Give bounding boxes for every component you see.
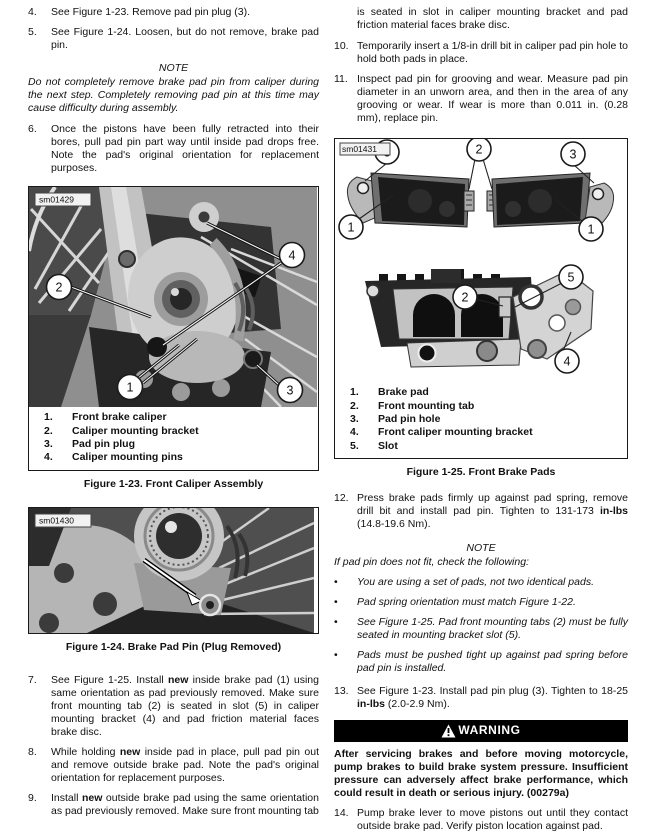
svg-text:4: 4	[288, 248, 296, 263]
figure-1-24-caption: Figure 1-24. Brake Pad Pin (Plug Removed)	[65, 640, 282, 653]
warning-triangle-icon	[441, 724, 456, 738]
right-column	[334, 6, 628, 840]
note-body: Do not completely remove brake pad pin from caliper during the next step. Completely removing pad pin at this time may cause difficulty during assembly.	[28, 76, 319, 115]
figure-1-25-legend	[335, 382, 627, 458]
bullet-item: • Pads must be pushed tight up against pad spring before pad pin is installed.	[334, 649, 628, 675]
bullet-marker: •	[334, 616, 338, 629]
step-item-14	[334, 807, 628, 833]
note-heading: NOTE	[466, 542, 496, 555]
photo-id-label	[35, 193, 91, 206]
figure-1-25-box	[334, 138, 628, 459]
bullet-marker: •	[334, 596, 338, 609]
legend-row: 4. Front caliper mounting bracket	[350, 426, 533, 439]
step-text: See Figure 1-23. Remove pad pin plug (3).	[51, 6, 251, 18]
callout-2-bottom	[453, 285, 477, 309]
callout-4	[280, 243, 305, 268]
step-item-12	[334, 492, 628, 531]
legend-row: 1. Front brake caliper	[44, 411, 167, 424]
step-text: See Figure 1-23. Install pad pin plug (3). Tighten to 18-25 in-lbs (2.0-2.9 Nm).	[357, 684, 628, 710]
step-number: 8.	[28, 746, 37, 759]
step-number: 14.	[334, 806, 349, 819]
svg-text:2: 2	[55, 280, 63, 295]
step-item-5	[28, 26, 319, 52]
legend-row: 5. Slot	[350, 439, 398, 452]
step-text: Inspect pad pin for grooving and wear. Measure pad pin diameter in an unworn area, and then in the area of any grooving or wear. If wear is more than 0.011 in. (0.28 mm), replace pin.	[357, 73, 628, 125]
svg-text:4: 4	[563, 354, 571, 369]
figure-1-24-box	[28, 507, 319, 634]
svg-text:sm01429: sm01429	[39, 194, 74, 205]
bullet-item: • You are using a set of pads, not two identical pads.	[334, 576, 594, 589]
svg-text:sm01431: sm01431	[342, 144, 377, 155]
step-number: 6.	[28, 123, 37, 136]
svg-text:sm01430: sm01430	[39, 515, 74, 526]
svg-text:1: 1	[126, 380, 134, 395]
step-number: 11.	[334, 73, 348, 86]
callout-4	[555, 349, 579, 373]
legend-row: 3. Pad pin plug	[44, 438, 135, 451]
step-text: See Figure 1-25. Install new inside brake pad (1) using same orientation as pad previously removed. Make sure front mounting tab (2) is seated in slot (5) in caliper mounting bracket (4) and pad friction material faces brake disc.	[51, 673, 319, 739]
photo-id-label	[340, 143, 390, 155]
callout-1-right	[579, 217, 603, 241]
callout-3-right	[561, 142, 585, 166]
step-number: 13.	[334, 684, 349, 697]
step-item-4	[28, 6, 319, 19]
step-text: While holding new inside pad in place, pull pad pin out and remove outside brake pad. Note the pad's original orientation for replacement purposes.	[51, 746, 319, 785]
step-text: See Figure 1-24. Loosen, but do not remove, brake pad pin.	[51, 26, 319, 52]
note-intro: If pad pin does not fit, check the following:	[334, 556, 529, 569]
svg-text:2: 2	[475, 142, 483, 157]
step-item-11	[334, 73, 628, 125]
figure-1-25-illustration	[335, 139, 626, 382]
note-heading: NOTE	[158, 62, 189, 75]
step-number: 12.	[334, 492, 349, 505]
svg-text:1: 1	[587, 222, 595, 237]
step-item-13	[334, 685, 628, 711]
step-number: 5.	[28, 26, 37, 39]
step-text: Install new outside brake pad using the same orientation as pad previously removed. Make sure front mounting tab	[51, 792, 319, 818]
figure-1-25-caption: Figure 1-25. Front Brake Pads	[406, 466, 556, 479]
step-item-8	[28, 746, 319, 785]
step-text: Press brake pads firmly up against pad spring, remove drill bit and install pad pin. Tighten to 131-173 in-lbs (14.8-19.6 Nm).	[357, 492, 628, 531]
step-item-10	[334, 40, 628, 66]
figure-1-23-photo	[29, 187, 317, 407]
callout-5	[559, 265, 583, 289]
step-text: Once the pistons have been fully retracted into their bores, pull pad pin part way until inside pad drops free. Note the pad's original orientation for replacement purposes.	[51, 123, 319, 175]
legend-row: 1. Brake pad	[350, 386, 429, 399]
step-text: Pump brake lever to move pistons out until they contact outside brake pad. Verify piston location against pad.	[357, 806, 628, 832]
callout-2	[47, 275, 72, 300]
legend-row: 2. Caliper mounting bracket	[44, 424, 199, 437]
warning-title: WARNING	[458, 723, 521, 738]
callout-1	[118, 375, 143, 400]
svg-text:5: 5	[567, 270, 575, 285]
legend-row: 3. Pad pin hole	[350, 413, 441, 425]
continuation-paragraph: is seated in slot in caliper mounting bracket and pad friction material faces brake disc.	[357, 6, 628, 32]
step-item-7	[28, 674, 319, 739]
warning-banner	[334, 720, 628, 742]
step-number: 7.	[28, 673, 37, 686]
step-item-6	[28, 123, 319, 175]
legend-row: 2. Front mounting tab	[350, 399, 475, 412]
bullet-marker: •	[334, 649, 338, 662]
callout-3	[278, 378, 303, 403]
svg-text:3: 3	[286, 383, 294, 398]
figure-1-23-box	[28, 186, 319, 471]
figure-1-24-photo	[29, 508, 314, 633]
step-number: 10.	[334, 40, 349, 53]
step-number: 9.	[28, 792, 37, 805]
step-text: Temporarily insert a 1/8-in drill bit in caliper pad pin hole to hold both pads in place.	[357, 40, 628, 66]
svg-text:1: 1	[347, 220, 355, 235]
bullet-marker: •	[334, 576, 338, 589]
warning-body: After servicing brakes and before moving motorcycle, pump brakes to build brake system pressure. Insufficient pressure can adversely affect brake performance, which could result in death or serious injury. (00279a)	[334, 747, 628, 799]
photo-id-label	[35, 514, 91, 527]
callout-1-left	[339, 215, 363, 239]
callout-2-top	[467, 139, 491, 161]
step-item-9	[28, 792, 319, 818]
legend-row: 4. Caliper mounting pins	[44, 451, 183, 464]
svg-text:3: 3	[569, 147, 577, 162]
figure-1-23-caption: Figure 1-23. Front Caliper Assembly	[83, 477, 264, 490]
bullet-item: • Pad spring orientation must match Figure 1-22.	[334, 596, 576, 609]
bullet-item: • See Figure 1-25. Pad front mounting tabs (2) must be fully seated in mounting bracket slot (5).	[334, 616, 628, 642]
left-column	[28, 6, 319, 840]
step-number: 4.	[28, 6, 37, 18]
svg-text:2: 2	[461, 290, 469, 305]
figure-1-23-legend	[29, 407, 318, 470]
